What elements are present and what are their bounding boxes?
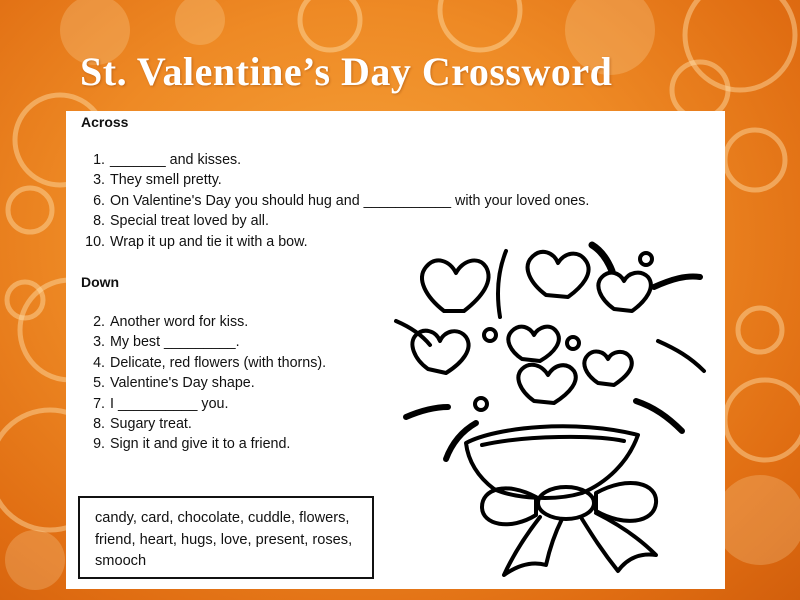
clue-item: [80, 434, 326, 454]
clue-text: Delicate, red flowers (with thorns).: [110, 354, 327, 371]
clue-item: [80, 211, 589, 231]
slide-title: St. Valentine’s Day Crossword: [80, 49, 613, 94]
clue-number: 8.: [93, 213, 105, 230]
clue-text: Sign it and give it to a friend.: [110, 436, 291, 453]
clue-number: 4.: [93, 354, 105, 371]
heart-bouquet-icon: [386, 231, 721, 586]
clue-item: [80, 170, 589, 190]
clue-text: They smell pretty.: [110, 172, 222, 189]
clue-number: 3.: [93, 172, 105, 189]
clue-text: Sugary treat.: [110, 415, 192, 432]
down-clue-list: [80, 312, 326, 455]
clue-item: [80, 353, 326, 373]
clue-number: 8.: [93, 415, 105, 432]
clue-item: [80, 414, 326, 434]
word-bank-box: candy, card, chocolate, cuddle, flowers, friend, heart, hugs, love, present, roses, smooch: [78, 496, 374, 579]
crossword-sheet: [66, 111, 725, 589]
clue-number: 7.: [93, 395, 105, 412]
clue-text: Another word for kiss.: [110, 314, 249, 330]
clue-number: 1.: [93, 152, 105, 168]
clue-item: [80, 394, 326, 414]
across-heading: Across: [81, 114, 129, 130]
clue-text: Wrap it up and tie it with a bow.: [110, 233, 308, 250]
clue-text: _______ and kisses.: [110, 152, 242, 168]
clue-text: My best _________.: [110, 334, 240, 351]
clue-number: 10.: [85, 233, 105, 250]
clue-item: [80, 332, 326, 352]
clue-item: [80, 312, 326, 332]
clue-number: 3.: [93, 334, 105, 351]
clue-number: 6.: [93, 192, 105, 209]
down-heading: Down: [81, 274, 120, 290]
clue-number: 2.: [93, 314, 105, 330]
clue-text: I __________ you.: [110, 395, 229, 412]
clue-item: [80, 191, 589, 211]
clue-number: 5.: [93, 375, 105, 392]
clue-item: [80, 150, 589, 170]
clue-number: 9.: [93, 436, 105, 453]
clue-item: [80, 373, 326, 393]
clue-text: On Valentine's Day you should hug and ___________ with your loved ones.: [110, 192, 590, 209]
clue-text: Special treat loved by all.: [110, 213, 269, 230]
clue-text: Valentine's Day shape.: [110, 375, 255, 392]
